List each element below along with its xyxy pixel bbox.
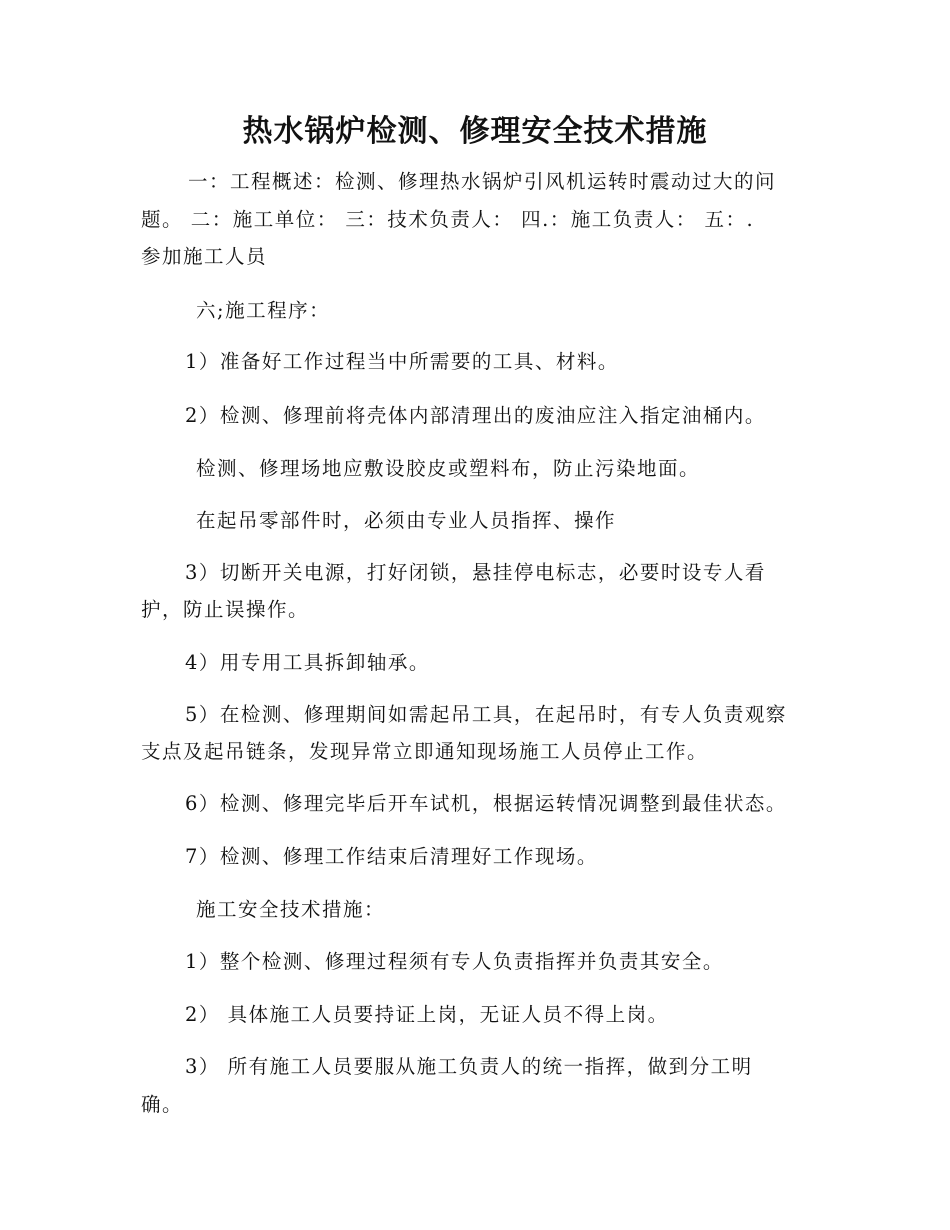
paragraph-line: 在起吊零部件时，必须由专业人员指挥、操作 — [196, 509, 617, 532]
paragraph-line: 一：工程概述：检测、修理热水锅炉引风机运转时震动过大的问 — [188, 170, 777, 193]
list-item-continuation: 护，防止误操作。 — [141, 598, 310, 621]
list-item: 7）检测、修理工作结束后清理好工作现场。 — [185, 845, 598, 868]
list-item: 3）切断开关电源，打好闭锁，悬挂停电标志，必要时设专人看 — [185, 561, 766, 584]
list-item-continuation: 支点及起吊链条，发现异常立即通知现场施工人员停止工作。 — [141, 740, 709, 763]
list-item: 2）检测、修理前将壳体内部清理出的废油应注入指定油桶内。 — [185, 404, 766, 427]
list-item: 4）用专用工具拆卸轴承。 — [185, 651, 430, 674]
list-item: 3） 所有施工人员要服从施工负责人的统一指挥，做到分工明 — [185, 1055, 753, 1078]
paragraph-line: 检测、修理场地应敷设胶皮或塑料布，防止污染地面。 — [196, 457, 701, 480]
section-heading: 六;施工程序： — [196, 299, 331, 322]
section-heading: 施工安全技术措施： — [196, 898, 386, 921]
list-item: 6）检测、修理完毕后开车试机，根据运转情况调整到最佳状态。 — [185, 792, 787, 815]
document-title: 热水锅炉检测、修理安全技术措施 — [242, 114, 708, 149]
list-item-continuation: 确。 — [141, 1093, 184, 1116]
list-item: 5）在检测、修理期间如需起吊工具，在起吊时，有专人负责观察 — [185, 703, 787, 726]
paragraph-line: 题。 二：施工单位： 三：技术负责人： 四.：施工负责人： 五：. — [141, 208, 755, 231]
list-item: 1）准备好工作过程当中所需要的工具、材料。 — [185, 350, 619, 373]
list-item: 1）整个检测、修理过程须有专人负责指挥并负责其安全。 — [185, 950, 724, 973]
paragraph-line: 参加施工人员 — [141, 245, 268, 268]
list-item: 2） 具体施工人员要持证上岗，无证人员不得上岗。 — [185, 1003, 669, 1026]
